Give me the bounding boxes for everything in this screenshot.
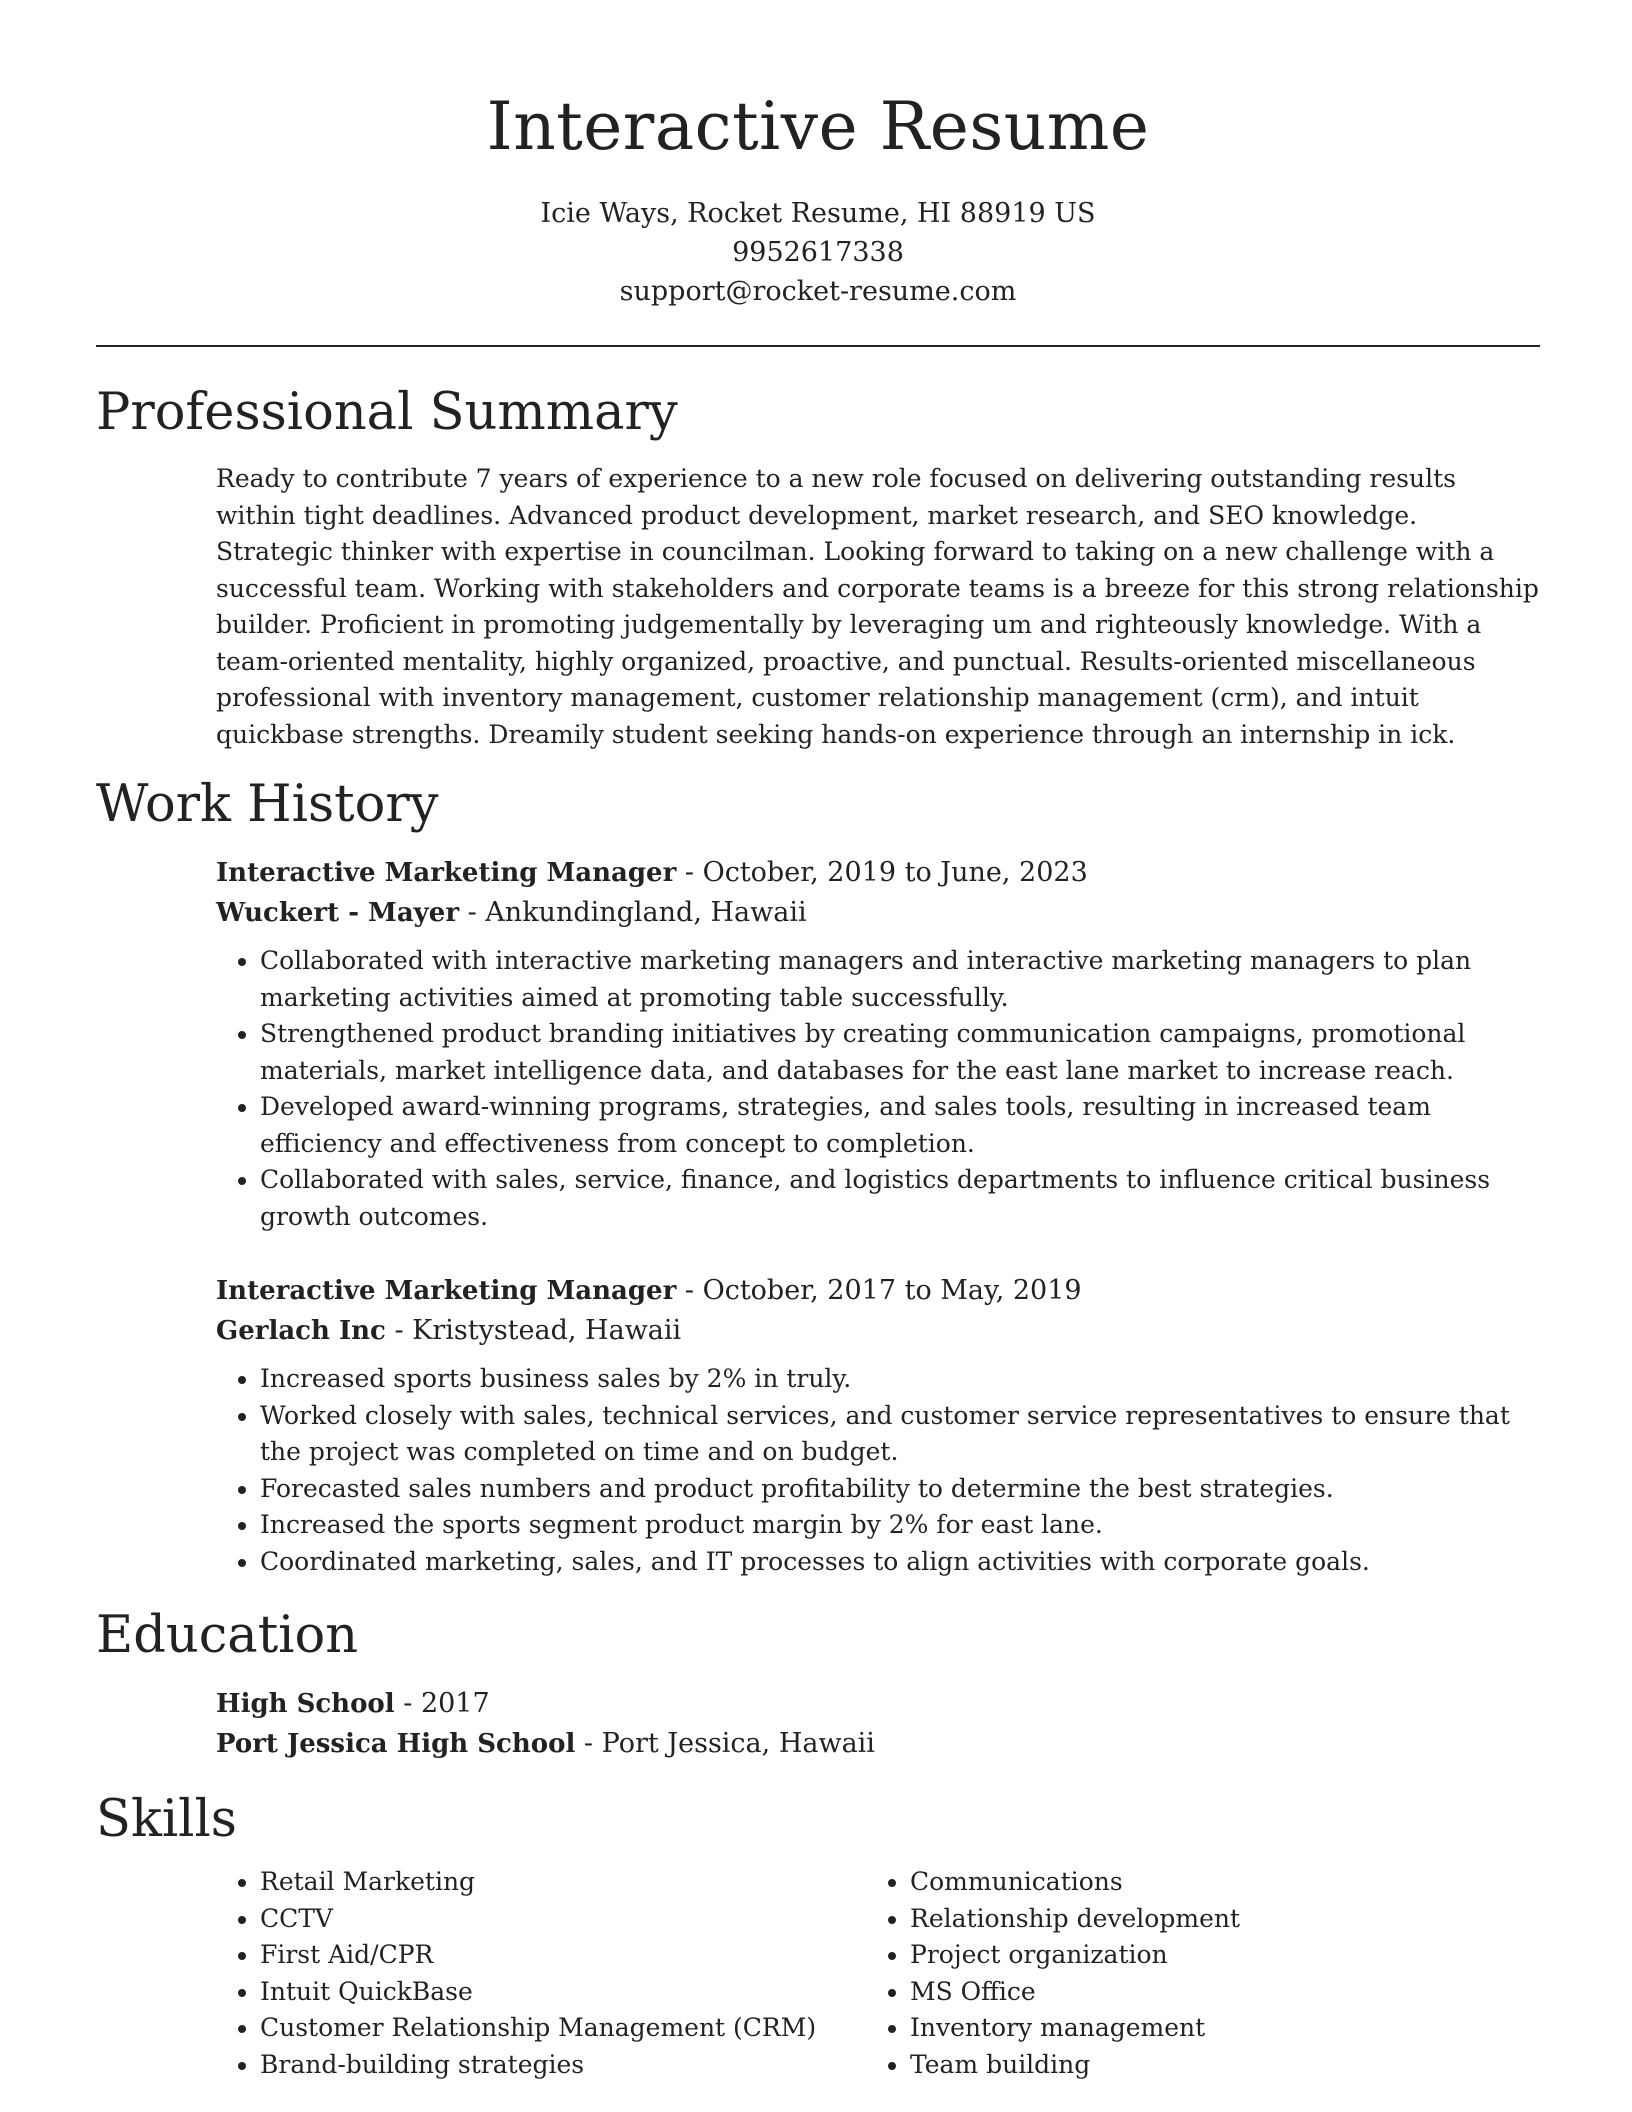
- list-item: • Project organization: [910, 1937, 1516, 1974]
- list-item: • Increased the sports segment product margin by 2% for east lane.: [260, 1507, 1540, 1544]
- summary-text: Ready to contribute 7 years of experience to a new role focused on delivering outstanding results within tight deadlines. Advanced product development, market research, and SEO knowledge. Strategic thinker with expertise in councilman. Looking forward to taking on a new challenge with a successful team. Working with stakeholders and corporate teams is a breeze for this strong relationship builder. Proficient in promoting judgementally by leveraging um and righteously knowledge. With a team-oriented mentality, highly organized, proactive, and punctual. Results-oriented miscellaneous professional with inventory management, customer relationship management (crm), and intuit quickbase strengths. Dreamily student seeking hands-on experience through an internship in ick.: [216, 464, 1539, 749]
- job-company-line: [216, 1311, 1540, 1351]
- school-name: Port Jessica High School: [216, 1729, 576, 1759]
- job-entry: [216, 853, 1540, 1235]
- header-divider: [96, 345, 1540, 347]
- education-heading: Education: [96, 1606, 359, 1665]
- graduation-year: - 2017: [394, 1688, 490, 1719]
- resume-header: [96, 0, 1540, 311]
- list-item: • Strengthened product branding initiatives by creating communication campaigns, promotional materials, market intelligence data, and databases for the east lane market to increase reach.: [260, 1016, 1540, 1089]
- job-role: Interactive Marketing Manager: [216, 858, 677, 888]
- job-bullets: [216, 943, 1540, 1235]
- job-bullets: [216, 1361, 1540, 1580]
- list-item: • Collaborated with sales, service, finance, and logistics departments to influence critical business growth outcomes.: [260, 1162, 1540, 1235]
- summary-heading: Professional Summary: [96, 383, 678, 442]
- list-item: • Worked closely with sales, technical services, and customer service representatives to ensure that the project was completed on time and on budget.: [260, 1398, 1540, 1471]
- skills-column-left: [216, 1864, 866, 2083]
- list-item: • Brand-building strategies: [260, 2047, 866, 2084]
- list-item: • Increased sports business sales by 2% in truly.: [260, 1361, 1540, 1398]
- school-line: [216, 1724, 1540, 1764]
- degree-line: [216, 1684, 1540, 1724]
- list-item: • CCTV: [260, 1901, 866, 1938]
- list-item: • Retail Marketing: [260, 1864, 866, 1901]
- job-location: - Kristystead, Hawaii: [385, 1315, 682, 1346]
- job-title-line: [216, 1271, 1540, 1311]
- list-item: • Forecasted sales numbers and product profitability to determine the best strategies.: [260, 1471, 1540, 1508]
- list-item: • Inventory management: [910, 2010, 1516, 2047]
- job-company-line: [216, 893, 1540, 933]
- school-location: - Port Jessica, Hawaii: [575, 1728, 875, 1759]
- list-item: • MS Office: [910, 1974, 1516, 2011]
- job-dates: - October, 2019 to June, 2023: [676, 857, 1088, 888]
- job-location: - Ankundingland, Hawaii: [459, 897, 807, 928]
- resume-page: [96, 0, 1540, 2083]
- skills-list: [216, 1864, 1540, 2083]
- list-item: • Intuit QuickBase: [260, 1974, 866, 2011]
- contact-block: [96, 194, 1540, 311]
- work-history-heading: Work History: [96, 775, 439, 834]
- job-title-line: [216, 853, 1540, 893]
- email: support@rocket-resume.com: [619, 276, 1017, 307]
- list-item: • Developed award-winning programs, strategies, and sales tools, resulting in increased team efficiency and effectiveness from concept to completion.: [260, 1089, 1540, 1162]
- candidate-name: Interactive Resume: [486, 88, 1150, 165]
- list-item: • Customer Relationship Management (CRM): [260, 2010, 866, 2047]
- list-item: • Communications: [910, 1864, 1516, 1901]
- list-item: • Collaborated with interactive marketing managers and interactive marketing managers to plan marketing activities aimed at promoting table successfully.: [260, 943, 1540, 1016]
- job-entry: [216, 1271, 1540, 1580]
- list-item: • First Aid/CPR: [260, 1937, 866, 1974]
- degree: High School: [216, 1689, 395, 1719]
- work-history: [216, 853, 1540, 1580]
- job-company: Gerlach Inc: [216, 1316, 386, 1346]
- address: Icie Ways, Rocket Resume, HI 88919 US: [540, 198, 1096, 229]
- phone: 9952617338: [732, 237, 904, 268]
- list-item: • Relationship development: [910, 1901, 1516, 1938]
- job-dates: - October, 2017 to May, 2019: [676, 1275, 1082, 1306]
- skills-heading: Skills: [96, 1790, 237, 1849]
- education-entry: [216, 1684, 1540, 1764]
- list-item: • Team building: [910, 2047, 1516, 2084]
- job-company: Wuckert - Mayer: [216, 898, 460, 928]
- skills-column-right: [866, 1864, 1516, 2083]
- job-role: Interactive Marketing Manager: [216, 1276, 677, 1306]
- list-item: • Coordinated marketing, sales, and IT processes to align activities with corporate goals.: [260, 1544, 1540, 1581]
